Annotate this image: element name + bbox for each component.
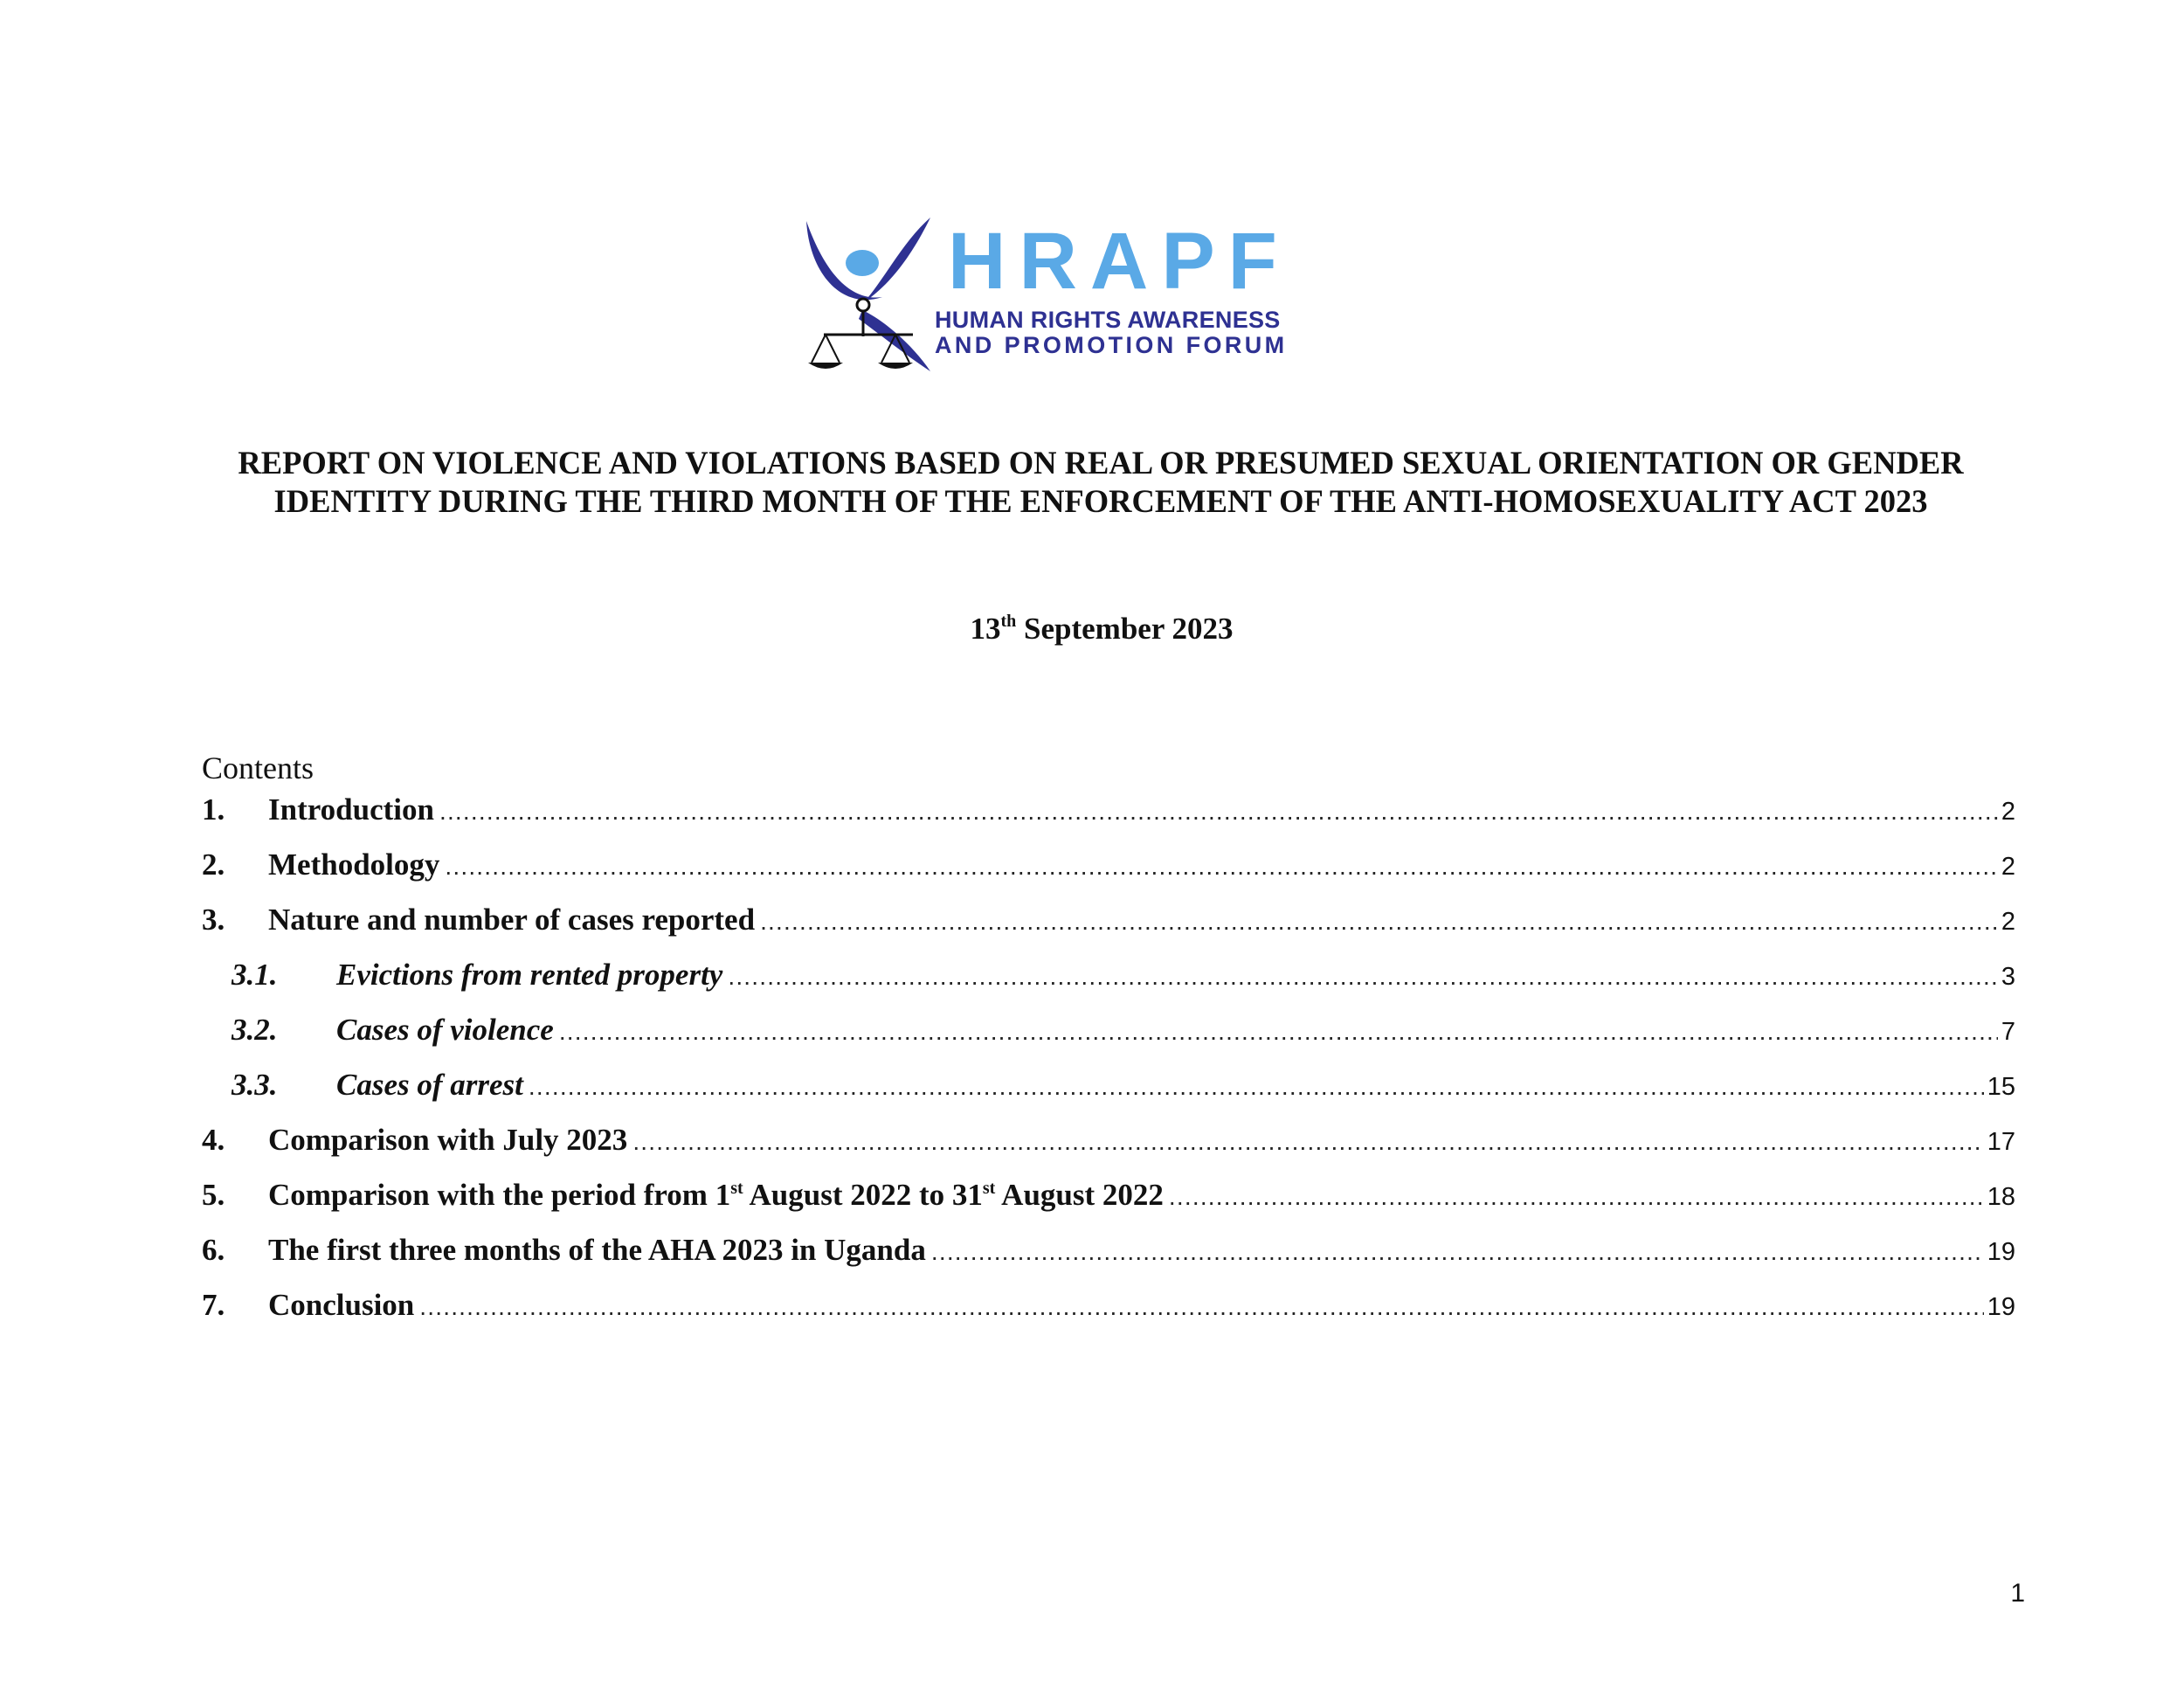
toc-entry-title-part: Comparison with the period from 1	[268, 1178, 731, 1212]
toc-entry-page: 17	[1987, 1128, 2015, 1156]
toc-entry-title: Cases of violence	[336, 1013, 554, 1047]
toc-entry-number: 3.2.	[232, 1013, 278, 1047]
logo-tagline-line1: HUMAN RIGHTS AWARENESS	[935, 307, 1281, 333]
table-of-contents	[202, 792, 2015, 1342]
toc-entry-number: 4.	[202, 1123, 225, 1157]
toc-dot-leader	[559, 1013, 1998, 1050]
toc-dot-leader	[419, 1289, 1983, 1325]
toc-entry-title: Methodology	[268, 847, 440, 882]
toc-entry-cases-of-violence[interactable]	[202, 1012, 2015, 1067]
toc-entry-comparison-july[interactable]	[202, 1122, 2015, 1177]
toc-entry-page: 15	[1987, 1073, 2015, 1101]
toc-entry-comparison-period[interactable]	[202, 1177, 2015, 1232]
toc-entry-number: 7.	[202, 1288, 225, 1322]
report-title-line2: IDENTITY DURING THE THIRD MONTH OF THE ENFORCEMENT OF THE ANTI-HOMOSEXUALITY ACT 2023	[273, 483, 1928, 519]
toc-dot-leader	[445, 848, 1997, 885]
toc-entry-number: 6.	[202, 1233, 225, 1267]
toc-dot-leader	[931, 1234, 1984, 1270]
toc-entry-first-three-months[interactable]	[202, 1232, 2015, 1287]
toc-entry-number: 1.	[202, 792, 225, 827]
toc-entry-cases-of-arrest[interactable]	[202, 1067, 2015, 1122]
toc-entry-page: 3	[2001, 963, 2015, 991]
toc-entry-introduction[interactable]	[202, 792, 2015, 847]
toc-entry-page: 19	[1987, 1293, 2015, 1321]
toc-entry-title-sup: st	[982, 1179, 996, 1198]
toc-entry-title-sup: st	[730, 1179, 743, 1198]
toc-dot-leader	[1169, 1179, 1984, 1215]
toc-entry-title-part: August 2022	[995, 1178, 1164, 1212]
toc-entry-page: 2	[2001, 798, 2015, 826]
report-date-rest: September 2023	[1016, 612, 1234, 646]
report-date-day: 13	[970, 612, 1001, 646]
logo-tagline-line2: AND PROMOTION FORUM	[935, 332, 1288, 358]
toc-entry-title: Comparison with July 2023	[268, 1123, 628, 1157]
toc-entry-number: 2.	[202, 847, 225, 882]
toc-dot-leader	[760, 903, 1998, 940]
toc-entry-page: 7	[2001, 1018, 2015, 1046]
toc-dot-leader	[728, 958, 1998, 995]
toc-heading: Contents	[202, 751, 314, 785]
toc-entry-number: 5.	[202, 1178, 225, 1212]
scales-of-justice-figure-icon	[799, 214, 939, 376]
toc-entry-number: 3.	[202, 903, 225, 937]
toc-entry-title: The first three months of the AHA 2023 in Uganda	[268, 1233, 926, 1267]
report-title	[192, 444, 2009, 521]
toc-entry-title: Evictions from rented property	[336, 958, 723, 992]
toc-entry-title-part: August 2022 to 31	[743, 1178, 983, 1212]
toc-entry-title: Conclusion	[268, 1288, 415, 1322]
toc-entry-page: 19	[1987, 1238, 2015, 1266]
toc-entry-evictions[interactable]	[202, 957, 2015, 1012]
toc-dot-leader	[529, 1069, 1984, 1105]
toc-entry-page: 2	[2001, 908, 2015, 936]
toc-entry-title: Introduction	[268, 792, 434, 827]
hrapf-logo	[799, 214, 1289, 376]
report-date	[0, 612, 2184, 647]
page-number: 1	[2010, 1579, 2025, 1608]
toc-dot-leader	[439, 793, 1998, 830]
toc-dot-leader	[632, 1124, 1983, 1160]
toc-entry-number: 3.3.	[232, 1068, 278, 1102]
toc-entry-title	[268, 1177, 1164, 1214]
toc-entry-page: 2	[2001, 853, 2015, 881]
toc-entry-title: Nature and number of cases reported	[268, 903, 756, 937]
logo-wordmark: HRAPF	[948, 217, 1290, 306]
report-date-suffix: th	[1000, 612, 1017, 631]
toc-entry-nature-and-number[interactable]	[202, 902, 2015, 957]
toc-entry-methodology[interactable]	[202, 847, 2015, 902]
toc-entry-title: Cases of arrest	[336, 1068, 523, 1102]
toc-entry-page: 18	[1987, 1183, 2015, 1211]
report-title-line1: REPORT ON VIOLENCE AND VIOLATIONS BASED ON REAL OR PRESUMED SEXUAL ORIENTATION OR GENDER	[238, 445, 1964, 481]
toc-entry-number: 3.1.	[232, 958, 278, 992]
toc-entry-conclusion[interactable]	[202, 1287, 2015, 1342]
